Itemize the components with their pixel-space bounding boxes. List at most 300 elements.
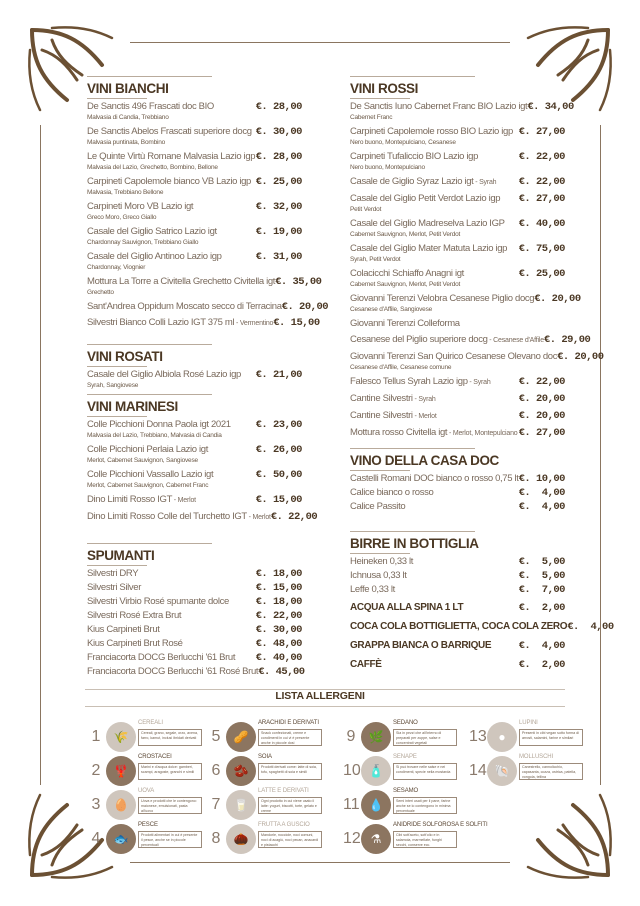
menu-item-grapes: Chardonnay, Viognier	[87, 264, 146, 271]
menu-item-text	[87, 176, 251, 198]
menu-item-grapes: Syrah, Sangiovese	[87, 382, 139, 389]
menu-item-name-label: GRAPPA BIANCA O BARRIQUE	[350, 640, 492, 651]
menu-item	[87, 419, 302, 441]
menu-item-name	[87, 419, 231, 431]
menu-item-note: - Merlot	[172, 497, 196, 504]
menu-item-name	[350, 621, 567, 633]
menu-item	[87, 126, 302, 148]
menu-item-name-label: Franciacorta DOCG Berlucchi '61 Rosé Brut	[87, 666, 259, 677]
menu-item	[350, 193, 565, 215]
menu-item	[350, 243, 565, 265]
menu-item-name	[350, 501, 405, 513]
menu-item-grapes: Nero buono, Montepulciano, Cesanese	[350, 139, 456, 146]
menu-item	[350, 176, 565, 189]
menu-item-text	[87, 511, 271, 524]
menu-item-text	[350, 602, 463, 614]
menu-item-price: €. 48,00	[255, 638, 302, 650]
menu-item-text	[350, 243, 507, 265]
menu-item	[87, 494, 302, 507]
menu-item-name-label: Cesanese del Piglio superiore docg	[350, 334, 488, 345]
menu-item-name	[87, 494, 196, 507]
section-heading: VINI BIANCHI	[87, 78, 302, 98]
menu-item-name-label: Mottura rosso Civitella igt	[350, 427, 448, 438]
allergen-item	[208, 790, 328, 822]
allergen-description: Cibi sott'aceto, sott'olio e in salamoia, marmellate, funghi secchi, conserve ecc.	[393, 831, 457, 848]
menu-item-grapes: Nero buono, Montepulciano	[350, 164, 425, 171]
menu-item-name-label: Carpineti Moro VB Lazio igt	[87, 201, 194, 212]
menu-item-note: - Merlot	[412, 413, 437, 420]
menu-item-price: €. 45,00	[258, 666, 305, 678]
menu-item-name-label: Casale del Giglio Mater Matuta Lazio igp	[350, 243, 508, 254]
menu-item	[87, 317, 320, 330]
allergen-number: 6	[211, 762, 221, 779]
allergen-item	[88, 824, 208, 856]
menu-item-price: €. 22,00	[518, 376, 565, 388]
menu-item	[87, 151, 302, 173]
menu-item-name	[87, 610, 181, 622]
menu-item-text	[350, 584, 395, 596]
allergen-item	[208, 756, 328, 788]
menu-item	[350, 268, 565, 290]
allergen-number: 11	[343, 796, 360, 813]
menu-item-text	[87, 624, 160, 636]
menu-item	[350, 556, 565, 568]
milk-icon: 🥛	[226, 790, 256, 820]
menu-item-grapes: Malvasia di Candia, Trebbiano	[87, 114, 169, 121]
menu-item-grapes: Cabernet Sauvignon, Merlot, Petit Verdot	[350, 231, 461, 238]
menu-item-name	[87, 369, 241, 381]
menu-item-grapes: Greco Moro, Greco Giallo	[87, 214, 157, 221]
menu-item-grapes: Cesanese d'Affile, Cesanese comune	[350, 364, 452, 371]
menu-item-name	[350, 151, 478, 163]
menu-item-price: €. 27,00	[518, 193, 565, 205]
menu-item-name-label: Colle Picchioni Vassallo Lazio igt	[87, 469, 214, 480]
menu-item-grapes: Cabernet Franc	[350, 114, 393, 121]
allergen-title: ANIDRIDE SOLFOROSA E SOLFITI	[393, 822, 488, 828]
menu-item-name-label: Silvestri Virbio Rosé spumante dolce	[87, 596, 229, 607]
menu-item-name	[350, 640, 491, 652]
menu-item-name	[87, 652, 235, 664]
menu-item-price: €. 10,00	[518, 473, 565, 485]
menu-item-grapes: Malvasia puntinata, Bombino	[87, 139, 166, 146]
allergen-description: Semi interi usati per il pane, farine anche se lo contengono in minima percentuale	[393, 797, 457, 814]
frame-left-line	[40, 125, 41, 785]
menu-item-name-label: CAFFÈ	[350, 659, 382, 670]
menu-item-price: €. 26,00	[255, 444, 302, 456]
menu-item-name	[350, 602, 463, 614]
menu-item-price: €. 25,00	[255, 176, 302, 188]
menu-item-price: €. 22,00	[255, 610, 302, 622]
allergen-item	[88, 756, 208, 788]
menu-item-price: €. 31,00	[255, 251, 302, 263]
menu-item-text	[350, 410, 437, 423]
menu-item-name-label: Giovanni Terenzi Colleforma	[350, 318, 460, 329]
frame-right-line	[600, 125, 601, 785]
menu-item-name-label: Colacicchi Schiaffo Anagni igt	[350, 268, 464, 279]
allergen-description: Canestrello, cannolicchio, capasanta, cozza, ostrica, patella, vongola, tellina	[519, 763, 583, 780]
menu-item-name	[350, 126, 513, 138]
allergen-number: 14	[469, 762, 487, 779]
menu-item-name	[87, 251, 222, 263]
menu-item-text	[350, 473, 519, 485]
menu-item	[87, 276, 322, 298]
allergen-number: 10	[343, 762, 361, 779]
allergen-item	[208, 824, 328, 856]
menu-item	[350, 410, 565, 423]
allergen-description: Cereali, grano, segale, orzo, avena, farro, kamut, inclusi ibridati derivati	[138, 729, 202, 746]
menu-item-price: €. 23,00	[255, 419, 302, 431]
allergen-title: SENAPE	[393, 754, 417, 760]
flask-icon: ⚗	[361, 824, 391, 854]
menu-item-name-label: Silvestri DRY	[87, 568, 139, 579]
menu-item-name	[87, 444, 208, 456]
allergen-title: LATTE E DERIVATI	[258, 788, 309, 794]
menu-item-text	[350, 376, 491, 389]
menu-item-name-label: Mottura La Torre a Civitella Grechetto Civitella igt	[87, 276, 276, 287]
menu-item-price: €. 22,00	[518, 151, 565, 163]
menu-item-name	[350, 268, 464, 280]
menu-item-text	[87, 317, 273, 330]
menu-item-name	[350, 193, 500, 205]
menu-item-text	[87, 610, 181, 622]
section-heading: VINI MARINESI	[87, 396, 302, 416]
menu-item-name	[350, 101, 527, 113]
menu-item-text	[87, 151, 255, 173]
menu-item-text	[87, 251, 222, 273]
menu-item-name-label: Dino Limiti Rosso Colle del Turchetto IGT	[87, 511, 247, 522]
menu-item-text	[87, 666, 258, 678]
menu-item	[87, 226, 302, 248]
menu-item-price: €. 18,00	[255, 596, 302, 608]
menu-item-name-label: Kius Carpineti Brut	[87, 624, 160, 635]
menu-item-price: €. 27,00	[518, 126, 565, 138]
allergen-title: SESAMO	[393, 788, 419, 794]
menu-item-grapes: Merlot, Cabernet Sauvignon, Cabernet Franc	[87, 482, 209, 489]
menu-item	[350, 570, 565, 582]
allergen-item	[343, 722, 463, 754]
menu-item	[350, 151, 565, 173]
menu-item-name-label: Colle Picchioni Donna Paola igt 2021	[87, 419, 231, 430]
frame-bottom-line	[130, 862, 510, 863]
menu-item-name-label: Casale del Giglio Antinoo Lazio igp	[87, 251, 222, 262]
allergen-description: Prodotti derivati come: latte di soia, tofu, spaghetti di soia e simili	[258, 763, 322, 780]
menu-item-name	[350, 334, 544, 347]
menu-item	[350, 640, 565, 652]
menu-item-price: €. 30,00	[255, 624, 302, 636]
menu-item-text	[87, 226, 217, 248]
allergen-number: 5	[211, 728, 221, 745]
menu-item-name	[87, 624, 160, 636]
menu-item-name	[350, 351, 557, 363]
menu-item-text	[87, 419, 231, 441]
menu-item-name-label: Casale de Giglio Syraz Lazio igt	[350, 176, 474, 187]
menu-item-name	[350, 487, 433, 499]
menu-item-name-label: Silvestri Bianco Colli Lazio IGT 375 ml	[87, 317, 235, 328]
menu-item-name	[350, 293, 534, 305]
menu-item-price: €. 20,00	[534, 293, 581, 305]
menu-item-name-label: Cantine Silvestri	[350, 393, 413, 404]
menu-item-text	[350, 351, 557, 373]
menu-item-name-label: Casale del Giglio Albiola Rosé Lazio igp	[87, 369, 241, 380]
shell-icon: 🐚	[487, 756, 517, 786]
menu-item	[87, 511, 318, 524]
menu-item-name-label: ACQUA ALLA SPINA 1 LT	[350, 602, 464, 613]
menu-item	[87, 596, 302, 608]
allergen-number: 9	[346, 728, 356, 745]
section-vini-bianchi	[87, 78, 329, 334]
menu-item-name-label: Le Quinte Virtù Romane Malvasia Lazio igp	[87, 151, 256, 162]
menu-item-grapes: Malvasia, Trebbiano Bellone	[87, 189, 164, 196]
menu-item-name-label: Silvestri Silver	[87, 582, 142, 593]
menu-item-text	[350, 393, 436, 406]
menu-item-grapes: Grechetto	[87, 289, 114, 296]
menu-item-price: €. 75,00	[518, 243, 565, 255]
menu-item-name-label: Casale del Giglio Satrico Lazio igt	[87, 226, 217, 237]
menu-item	[87, 610, 302, 622]
menu-item-name-label: Sant'Andrea Oppidum Moscato secco di Terracina	[87, 301, 282, 312]
menu-item-text	[87, 638, 183, 650]
menu-item-name	[87, 101, 214, 113]
menu-item-grapes: Merlot, Cabernet Sauvignon, Sangiovese	[87, 457, 198, 464]
menu-item-price: €. 21,00	[255, 369, 302, 381]
allergen-number: 2	[91, 762, 101, 779]
menu-item-name	[87, 511, 271, 524]
menu-item	[350, 473, 565, 485]
menu-item-price: €. 15,00	[273, 317, 320, 329]
section-vino-della-casa	[350, 450, 565, 515]
menu-item-name-label: COCA COLA BOTTIGLIETTA, COCA COLA ZERO	[350, 621, 568, 632]
menu-item-note: - Cesanese d'Affile	[487, 337, 544, 344]
mustard-icon: 🧴	[361, 756, 391, 786]
menu-item-grapes: Malvasia del Lazio, Trebbiano, Malvasia di Candia	[87, 432, 222, 439]
menu-item-name	[87, 317, 273, 330]
menu-item-name-label: Casale del Giglio Madreselva Lazio IGP	[350, 218, 505, 229]
menu-item	[87, 444, 302, 466]
allergen-item	[208, 722, 328, 754]
allergen-title: MOLLUSCHI	[519, 754, 554, 760]
menu-item-text	[87, 582, 141, 594]
menu-item-price: €. 4,00	[518, 640, 565, 652]
menu-item-name	[350, 570, 407, 582]
menu-item-name-label: De Sanctis Iuno Cabernet Franc BIO Lazio igt	[350, 101, 528, 112]
section-extras	[350, 602, 614, 678]
menu-item-price: €. 25,00	[518, 268, 565, 280]
menu-item-price: €. 28,00	[255, 101, 302, 113]
menu-item	[87, 176, 302, 198]
menu-item-text	[87, 276, 275, 298]
lupin-icon: ●	[487, 722, 517, 752]
menu-item-price: €. 5,00	[518, 556, 565, 568]
menu-item-text	[350, 427, 518, 440]
menu-item	[87, 251, 302, 273]
lobster-icon: 🦞	[106, 756, 136, 786]
menu-item	[350, 126, 565, 148]
allergen-item	[343, 756, 463, 788]
menu-item-name	[87, 176, 251, 188]
menu-item-grapes: Syrah, Petit Verdot	[350, 256, 401, 263]
menu-item-text	[350, 640, 491, 652]
menu-item	[350, 659, 565, 671]
allergen-title: FRUTTA A GUSCIO	[258, 822, 310, 828]
menu-item-text	[87, 101, 214, 123]
menu-item-text	[87, 301, 282, 313]
menu-item-name	[350, 659, 382, 671]
menu-item-text	[350, 659, 382, 671]
menu-item-name-label: Silvestri Rosé Extra Brut	[87, 610, 182, 621]
menu-item-name	[87, 226, 217, 238]
allergen-item	[469, 756, 589, 788]
menu-item-text	[87, 652, 235, 664]
menu-item-name	[87, 201, 193, 213]
menu-item-name-label: Carpineti Tufaliccio BIO Lazio igp	[350, 151, 479, 162]
menu-item-name	[350, 410, 437, 423]
menu-item-name	[87, 276, 275, 288]
menu-item-name	[87, 582, 141, 594]
menu-item-text	[350, 487, 433, 499]
sesame-icon: 💧	[361, 790, 391, 820]
menu-item	[87, 201, 302, 223]
menu-item-grapes: Cabernet Sauvignon, Merlot, Petit Verdot	[350, 281, 461, 288]
wheat-icon: 🌾	[106, 722, 136, 752]
menu-item-name	[350, 376, 491, 389]
celery-icon: 🌿	[361, 722, 391, 752]
menu-item-name	[350, 584, 395, 596]
menu-item-name	[350, 427, 518, 440]
allergen-number: 8	[211, 830, 221, 847]
menu-item-note: - Syrah	[473, 179, 497, 186]
menu-item-text	[87, 444, 208, 466]
allergen-description: Marini e d'acqua dolce: gamberi, scampi, aragoste, granchi e simili	[138, 763, 202, 780]
menu-item	[350, 218, 565, 240]
menu-item	[350, 334, 591, 347]
allergen-description: Mandorle, nocciole, noci comuni, noci di acagiù, noci pecan, anacardi e pistacchi	[258, 831, 322, 848]
menu-item-text	[350, 101, 527, 123]
allergen-description: Snack confezionati, creme e condimenti in cui vi è presente anche in piccole dosi	[258, 729, 322, 746]
section-spumanti	[87, 545, 305, 680]
allergen-item	[469, 722, 589, 754]
menu-item-text	[350, 318, 460, 330]
menu-item-price: €. 4,00	[567, 621, 614, 633]
menu-item-name	[87, 151, 255, 163]
menu-item	[87, 469, 302, 491]
menu-item-price: €. 35,00	[275, 276, 322, 288]
menu-item-price: €. 4,00	[518, 501, 565, 513]
menu-item-price: €. 32,00	[255, 201, 302, 213]
menu-item	[350, 621, 614, 633]
menu-item-price: €. 18,00	[255, 568, 302, 580]
menu-item-text	[87, 596, 229, 608]
menu-item-price: €. 2,00	[518, 602, 565, 614]
allergen-item	[88, 790, 208, 822]
section-heading: VINI ROSSI	[350, 78, 565, 98]
menu-item-text	[350, 293, 534, 315]
allergen-title: LUPINI	[519, 720, 538, 726]
menu-item-name-label: De Sanctis Abelos Frascati superiore docg	[87, 126, 252, 137]
menu-item-text	[350, 501, 405, 513]
allergen-title: PESCE	[138, 822, 158, 828]
menu-item-price: €. 4,00	[518, 487, 565, 499]
menu-item-price: €. 50,00	[255, 469, 302, 481]
allergen-number: 1	[91, 728, 101, 745]
allergen-number: 4	[91, 830, 101, 847]
menu-item-price: €. 20,00	[281, 301, 329, 313]
menu-item-note: - Syrah	[412, 396, 436, 403]
menu-item-name	[87, 666, 258, 678]
menu-item	[87, 624, 302, 636]
menu-item-price: €. 15,00	[255, 582, 302, 594]
allergen-item	[343, 822, 488, 856]
menu-item-price: €. 22,00	[270, 511, 318, 523]
menu-item-text	[350, 570, 407, 582]
allergen-title: CEREALI	[138, 720, 163, 726]
menu-item-text	[350, 126, 513, 148]
menu-item	[87, 666, 305, 678]
menu-item	[350, 376, 565, 389]
menu-item-price: €. 40,00	[518, 218, 565, 230]
allergen-title: ARACHIDI E DERIVATI	[258, 720, 319, 726]
fish-icon: 🐟	[106, 824, 136, 854]
menu-item-price: €. 20,00	[518, 393, 565, 405]
menu-item	[87, 638, 302, 650]
menu-item-name-label: Ichnusa 0,33 lt	[350, 570, 407, 581]
menu-item-name-label: Calice Passito	[350, 501, 406, 512]
menu-item-name-label: De Sanctis 496 Frascati doc BIO	[87, 101, 214, 112]
soy-icon: 🫘	[226, 756, 256, 786]
allergen-number: 13	[469, 728, 487, 745]
menu-item	[350, 318, 565, 330]
menu-item-price: €. 20,00	[557, 351, 604, 363]
menu-item-name	[87, 301, 282, 313]
menu-item-grapes: Petit Verdot	[350, 206, 382, 213]
allergen-title: UOVA	[138, 788, 155, 794]
menu-item-name	[350, 218, 505, 230]
allergen-divider-bottom	[85, 706, 565, 707]
menu-item-text	[350, 334, 544, 347]
menu-item-text	[350, 193, 500, 215]
menu-item-name-label: Kius Carpineti Brut Rosé	[87, 638, 183, 649]
menu-item	[87, 568, 302, 580]
menu-item-text	[350, 176, 496, 189]
menu-item-name	[350, 243, 507, 255]
menu-item-name-label: Giovanni Terenzi Velobra Cesanese Piglio docg	[350, 293, 535, 304]
menu-item-name-label: Heineken 0,33 lt	[350, 556, 414, 567]
menu-item	[87, 301, 329, 313]
menu-item-name-label: Cantine Silvestri	[350, 410, 413, 421]
menu-item-text	[87, 469, 213, 491]
menu-item-grapes: Malvasia del Lazio, Grechetto, Bombino, Bellone	[87, 164, 218, 171]
section-heading: VINI ROSATI	[87, 346, 302, 366]
menu-item-price: €. 2,00	[518, 659, 565, 671]
menu-item	[350, 584, 565, 596]
allergen-title: SEDANO	[393, 720, 418, 726]
menu-item-name	[350, 473, 519, 485]
menu-item-name	[350, 318, 460, 330]
menu-item-price: €. 15,00	[255, 494, 302, 506]
peanut-icon: 🥜	[226, 722, 256, 752]
section-vini-marinesi	[87, 396, 318, 528]
section-vini-rossi	[350, 78, 604, 444]
menu-item-name-label: Franciacorta DOCG Berlucchi '61 Brut	[87, 652, 236, 663]
allergen-description: Prodotti alimentari in cui è presente il pesce, anche se in piccole percentuali	[138, 831, 202, 848]
menu-item-name-label: Carpineti Capolemole rosso BIO Lazio igp	[350, 126, 513, 137]
menu-item-name-label: Dino Limiti Rosso IGT	[87, 494, 173, 505]
menu-item-name	[350, 393, 436, 406]
menu-item-price: €. 7,00	[518, 584, 565, 596]
menu-item-name	[87, 638, 183, 650]
menu-item-text	[350, 151, 478, 173]
menu-item-name	[87, 126, 252, 138]
allergen-number: 7	[211, 796, 221, 813]
